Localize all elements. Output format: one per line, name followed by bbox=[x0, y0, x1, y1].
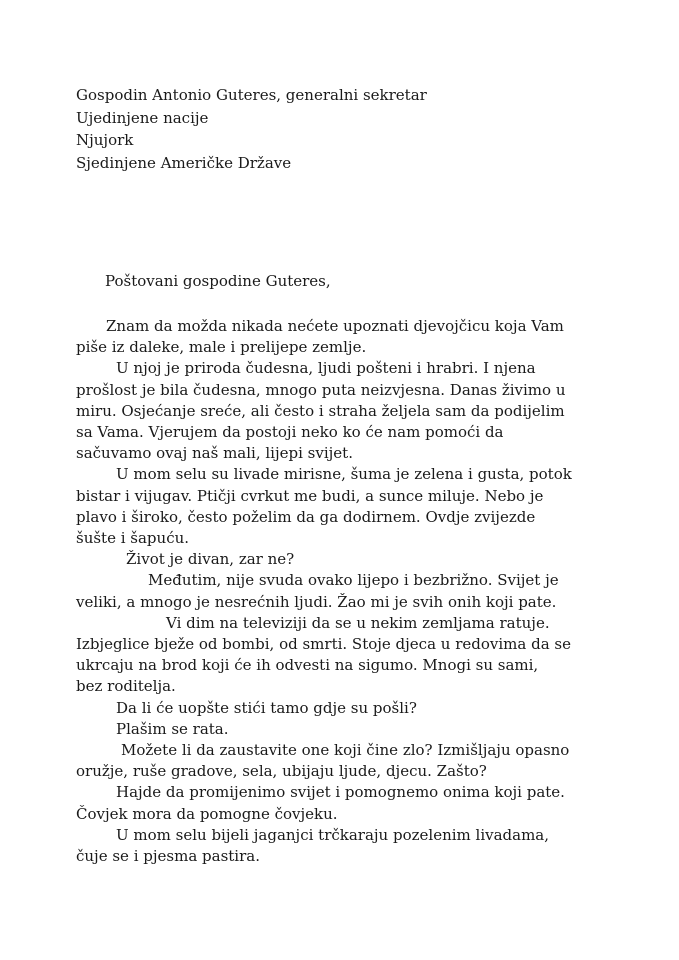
body-line: Život je divan, zar ne? bbox=[126, 550, 295, 569]
paragraph bbox=[76, 358, 616, 464]
body-line: Da li će uopšte stići tamo gdje su pošli? bbox=[116, 698, 417, 717]
body-line: sačuvamo ovaj naš mali, lijepi svijet. bbox=[76, 444, 353, 463]
body-line: Plašim se rata. bbox=[116, 719, 229, 738]
body-line: Vi dim na televiziji da se u nekim zemljama ratuje. bbox=[166, 613, 550, 632]
body-line: Hajde da promijenimo svijet i pomognemo onima koji pate. bbox=[116, 783, 565, 802]
body-line: piše iz daleke, male i prelijepe zemlje. bbox=[76, 338, 367, 357]
body-line: šušte i šapuću. bbox=[76, 529, 190, 548]
body-line: veliki, a mnogo je nesrećnih ljudi. Žao mi je svih onih koji pate. bbox=[76, 592, 557, 611]
body-line: sa Vama. Vjerujem da postoji neko ko će nam pomoći da bbox=[76, 423, 504, 442]
body-line: U mom selu bijeli jaganjci trčkaraju pozelenim livadama, bbox=[116, 825, 550, 844]
salutation: Poštovani gospodine Guteres, bbox=[105, 272, 331, 290]
paragraph bbox=[76, 698, 616, 719]
paragraph bbox=[76, 782, 616, 824]
letter-body bbox=[76, 316, 616, 867]
body-line: oružje, ruše gradove, sela, ubijaju ljude, djecu. Zašto? bbox=[76, 762, 487, 781]
body-line: miru. Osjećanje sreće, ali često i straha željela sam da podijelim bbox=[76, 401, 565, 420]
body-line: bez roditelja. bbox=[76, 677, 176, 696]
paragraph bbox=[76, 464, 616, 549]
paragraph bbox=[76, 570, 616, 612]
paragraph bbox=[76, 613, 616, 698]
paragraph bbox=[76, 719, 616, 740]
body-line: Izbjeglice bježe od bombi, od smrti. Stoje djeca u redovima da se bbox=[76, 635, 571, 654]
paragraph bbox=[76, 740, 616, 782]
body-line: Možete li da zaustavite one koji čine zlo? Izmišljaju opasno bbox=[121, 741, 570, 760]
body-line: Znam da možda nikada nećete upoznati djevojčicu koja Vam bbox=[106, 317, 564, 335]
body-line: plavo i široko, često poželim da ga dodirnem. Ovdje zvijezde bbox=[76, 507, 536, 526]
address-line-country: Sjedinjene Američke Države bbox=[76, 153, 292, 172]
address-line-name: Gospodin Antonio Guteres, generalni sekretar bbox=[76, 86, 427, 104]
body-line: Čovjek mora da pomogne čovjeku. bbox=[76, 804, 338, 823]
body-line: Međutim, nije svuda ovako lijepo i bezbrižno. Svijet je bbox=[148, 571, 559, 590]
address-line-city: Njujork bbox=[76, 131, 134, 149]
paragraph bbox=[76, 316, 616, 358]
body-line: U mom selu su livade mirisne, šuma je zelena i gusta, potok bbox=[116, 465, 572, 484]
address-line-organization: Ujedinjene nacije bbox=[76, 108, 209, 127]
body-line: prošlost je bila čudesna, mnogo puta neizvjesna. Danas živimo u bbox=[76, 380, 566, 399]
paragraph bbox=[76, 825, 616, 867]
paragraph bbox=[76, 549, 616, 570]
body-line: ukrcaju na brod koji će ih odvesti na sigumo. Mnogi su sami, bbox=[76, 656, 539, 675]
recipient-address bbox=[76, 84, 427, 174]
body-line: bistar i vijugav. Ptičji cvrkut me budi, a sunce miluje. Nebo je bbox=[76, 486, 544, 505]
body-line: čuje se i pjesma pastira. bbox=[76, 847, 260, 866]
body-line: U njoj je priroda čudesna, ljudi pošteni i hrabri. I njena bbox=[116, 359, 536, 378]
